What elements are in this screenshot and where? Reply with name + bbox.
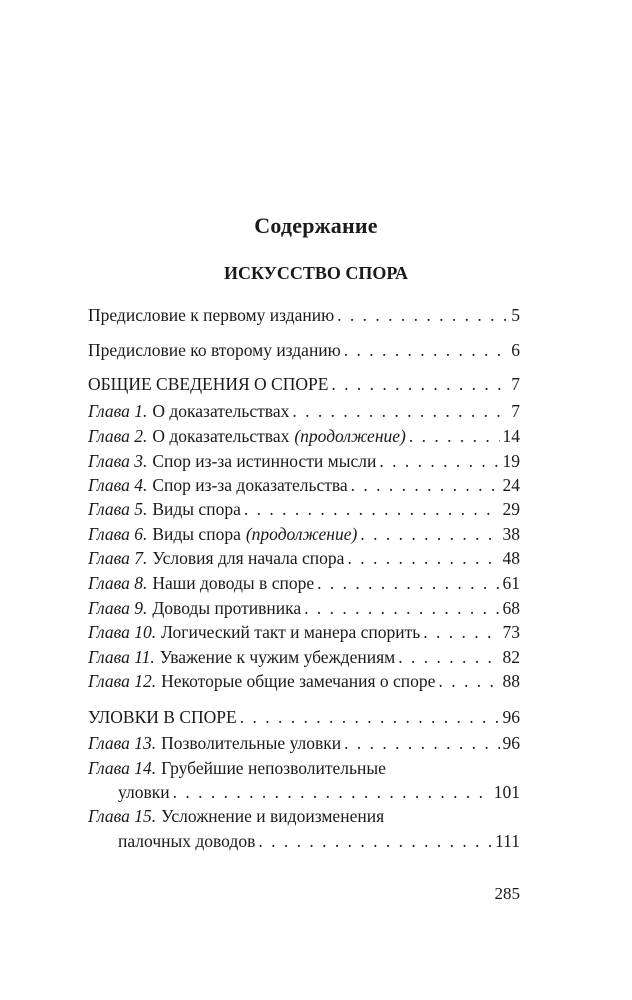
- chapter-label: Глава 6.: [88, 524, 148, 544]
- toc-entry-title: О доказательствах: [152, 426, 290, 446]
- toc-entry-page: 88: [502, 671, 520, 691]
- toc-entry-chapter-3: [88, 449, 520, 473]
- chapter-label: Глава 13.: [88, 733, 157, 753]
- toc-entry-chapter-15-cont: [118, 829, 520, 853]
- toc-entry-title: Уважение к чужим убеждениям: [159, 647, 396, 667]
- toc-entry-chapter-9: [88, 596, 520, 620]
- leader-dots: [409, 424, 500, 448]
- toc-entry-page: 68: [502, 598, 520, 618]
- toc-entry-chapter-4: [88, 473, 520, 497]
- chapter-label: Глава 2.: [88, 426, 148, 446]
- toc-entry-chapter-12: [88, 669, 520, 693]
- chapter-label: Глава 8.: [88, 573, 148, 593]
- chapter-label: Глава 7.: [88, 548, 148, 568]
- chapter-label: Глава 14.: [88, 758, 157, 778]
- leader-dots: [173, 780, 491, 804]
- leader-dots: [317, 571, 499, 595]
- toc-entry-chapter-10: [88, 620, 520, 644]
- toc-entry-page: 19: [502, 451, 520, 471]
- toc-entry-chapter-14: [88, 756, 520, 780]
- toc-entry-preface-first: [88, 303, 520, 327]
- toc-entry-page: 6: [511, 340, 520, 360]
- toc-entry-chapter-6: [88, 522, 520, 546]
- toc-entry-chapter-7: [88, 546, 520, 570]
- page-number: 285: [494, 884, 520, 903]
- page-title: Содержание: [254, 213, 378, 238]
- leader-dots: [360, 522, 499, 546]
- toc-entry-page: 29: [502, 499, 520, 519]
- toc-entry-subtitle: (продолжение): [294, 426, 406, 446]
- leader-dots: [344, 731, 499, 755]
- toc-entry-chapter-15: [88, 804, 520, 828]
- toc-entry-page: 111: [495, 831, 520, 851]
- toc-entry-chapter-2: [88, 424, 520, 448]
- toc-entry-title: Предисловие ко второму изданию: [88, 340, 341, 360]
- toc-entry-page: 38: [502, 524, 520, 544]
- leader-dots: [292, 399, 508, 423]
- toc-entry-title: Наши доводы в споре: [152, 573, 315, 593]
- toc-entry-page: 5: [511, 305, 520, 325]
- toc-entry-page: 7: [511, 374, 520, 394]
- toc-entry-title: Позволительные уловки: [161, 733, 342, 753]
- toc-entry-page: 61: [502, 573, 520, 593]
- toc-entry-chapter-14-cont: [118, 780, 520, 804]
- book-title: ИСКУССТВО СПОРА: [223, 263, 409, 283]
- leader-dots: [347, 546, 499, 570]
- toc-entry-chapter-1: [88, 399, 520, 423]
- chapter-label: Глава 12.: [88, 671, 157, 691]
- chapter-label: Глава 10.: [88, 622, 157, 642]
- leader-dots: [258, 829, 492, 853]
- toc-entry-title: Предисловие к первому изданию: [88, 305, 335, 325]
- toc-entry-chapter-13: [88, 731, 520, 755]
- leader-dots: [398, 645, 499, 669]
- toc-section-title: ОБЩИЕ СВЕДЕНИЯ О СПОРЕ: [88, 374, 329, 394]
- toc-entry-title: уловки: [118, 782, 170, 802]
- leader-dots: [438, 669, 499, 693]
- toc-entry-title: Спор из-за истинности мысли: [152, 451, 377, 471]
- leader-dots: [423, 620, 499, 644]
- toc-section-title: УЛОВКИ В СПОРЕ: [88, 707, 237, 727]
- chapter-label: Глава 11.: [88, 647, 155, 667]
- toc-entry-title: Усложнение и видоизменения: [161, 806, 385, 826]
- toc-section-tricks: [88, 705, 520, 729]
- toc-entry-title: палочных доводов: [118, 831, 256, 851]
- toc-entry-page: 82: [502, 647, 520, 667]
- toc-entry-title: Условия для начала спора: [152, 548, 345, 568]
- toc-entry-page: 101: [493, 782, 520, 802]
- leader-dots: [337, 303, 508, 327]
- toc-entry-title: Грубейшие непозволительные: [161, 758, 386, 778]
- toc-entry-chapter-11: [88, 645, 520, 669]
- toc-entry-title: Виды спора: [152, 499, 241, 519]
- toc-entry-page: 96: [502, 733, 520, 753]
- toc-entry-page: 48: [502, 548, 520, 568]
- chapter-label: Глава 1.: [88, 401, 148, 421]
- leader-dots: [351, 473, 500, 497]
- toc-entry-preface-second: [88, 338, 520, 362]
- toc-entry-title: О доказательствах: [152, 401, 290, 421]
- leader-dots: [379, 449, 499, 473]
- chapter-label: Глава 3.: [88, 451, 148, 471]
- leader-dots: [304, 596, 499, 620]
- toc-entry-page: 24: [502, 475, 520, 495]
- toc-entry-chapter-5: [88, 497, 520, 521]
- toc-section-general: [88, 372, 520, 396]
- chapter-label: Глава 9.: [88, 598, 148, 618]
- toc-entry-title: Спор из-за доказательства: [152, 475, 348, 495]
- leader-dots: [244, 497, 500, 521]
- chapter-label: Глава 4.: [88, 475, 148, 495]
- leader-dots: [344, 338, 508, 362]
- toc-entry-page: 7: [511, 401, 520, 421]
- toc-entry-title: Логический такт и манера спорить: [161, 622, 421, 642]
- toc-entry-page: 14: [502, 426, 520, 446]
- chapter-label: Глава 15.: [88, 806, 157, 826]
- leader-dots: [331, 372, 508, 396]
- toc-entry-title: Некоторые общие замечания о споре: [161, 671, 436, 691]
- toc-entry-chapter-8: [88, 571, 520, 595]
- toc-entry-page: 73: [502, 622, 520, 642]
- toc-entry-title: Виды спора: [152, 524, 241, 544]
- leader-dots: [240, 705, 500, 729]
- toc-entry-title: Доводы противника: [152, 598, 302, 618]
- chapter-label: Глава 5.: [88, 499, 148, 519]
- toc-entry-subtitle: (продолжение): [245, 524, 358, 544]
- toc-entry-page: 96: [502, 707, 520, 727]
